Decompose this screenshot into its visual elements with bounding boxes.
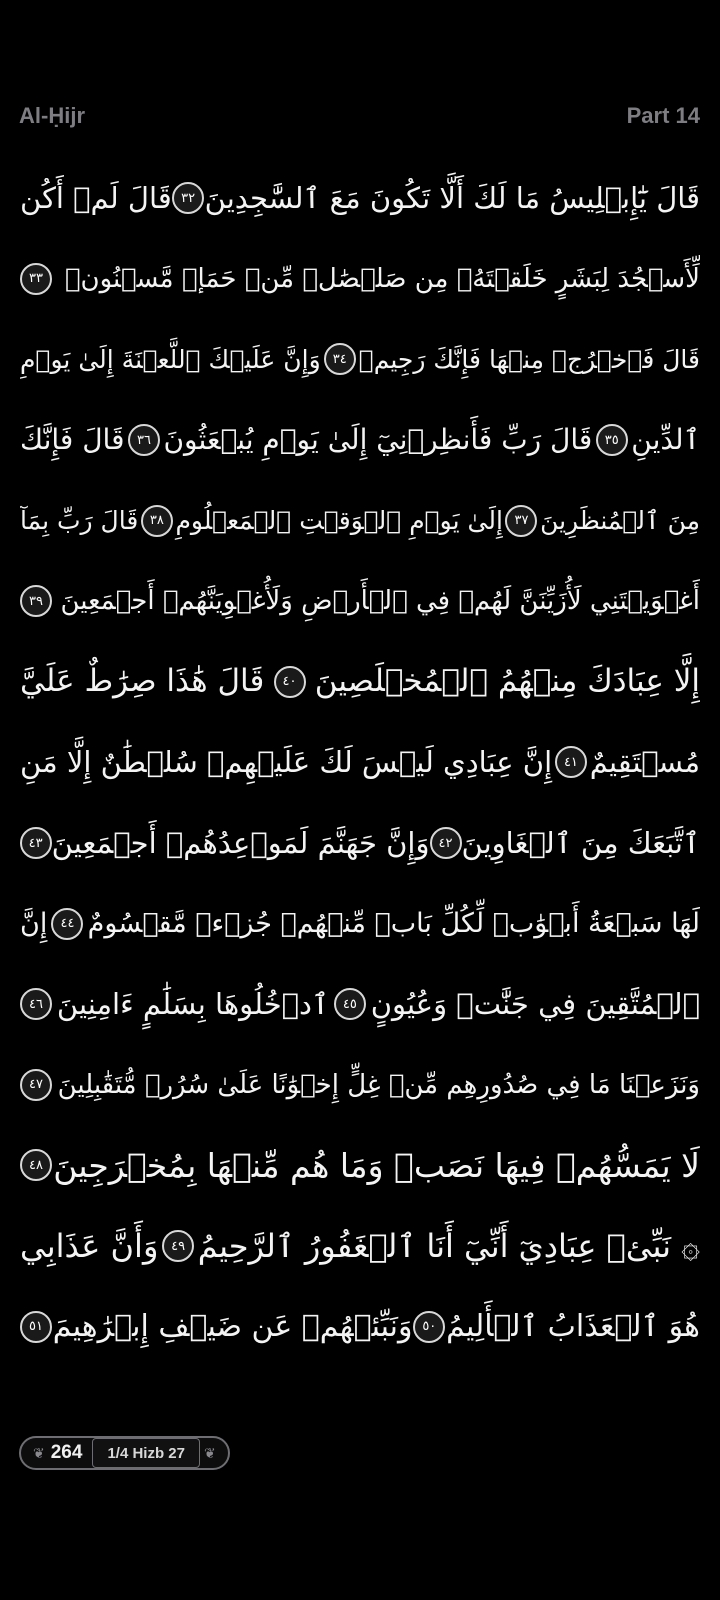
verse-text[interactable]: قَالَ يَٰٓإِبۡلِيسُ مَا لَكَ أَلَّا تَكُونَ مَعَ ٱلسَّٰجِدِينَ bbox=[204, 180, 700, 215]
verse-text[interactable]: قَالَ لَمۡ أَكُن bbox=[20, 180, 172, 215]
ayah-number-marker[interactable]: ٤٤ bbox=[51, 908, 83, 940]
verse-text[interactable]: أَغۡوَيۡتَنِي لَأُزَيِّنَنَّ لَهُمۡ فِي ٱلۡأَرۡضِ وَلَأُغۡوِيَنَّهُمۡ أَجۡمَعِينَ bbox=[60, 586, 700, 617]
ayah-number-marker[interactable]: ٣٥ bbox=[596, 424, 628, 456]
text-line[interactable] bbox=[20, 1206, 700, 1287]
verse-text[interactable]: ٱلدِّينِ bbox=[631, 423, 700, 457]
verse-text[interactable]: إِنَّ عِبَادِي لَيۡسَ لَكَ عَلَيۡهِمۡ سُلۡطَٰنٌ إِلَّا مَنِ bbox=[20, 744, 553, 779]
ayah-number-marker[interactable]: ٥٠ bbox=[413, 1311, 445, 1343]
verse-text[interactable]: إِنَّ bbox=[20, 908, 48, 940]
verse-text[interactable]: قَالَ رَبِّ فَأَنظِرۡنِيٓ إِلَىٰ يَوۡمِ يُبۡعَثُونَ bbox=[163, 423, 593, 457]
ayah-number-marker[interactable]: ٣٦ bbox=[128, 424, 160, 456]
verse-text[interactable]: وَإِنَّ جَهَنَّمَ لَمَوۡعِدُهُمۡ أَجۡمَعِينَ bbox=[51, 825, 430, 860]
surah-name: Al-Ḥijr bbox=[19, 103, 85, 128]
verse-text[interactable]: وَأَنَّ عَذَابِي bbox=[20, 1227, 159, 1266]
ornament-right-icon: ❦ bbox=[203, 1444, 216, 1461]
ayah-number-marker[interactable]: ٤٠ bbox=[274, 666, 306, 698]
ayah-number-marker[interactable]: ٤٣ bbox=[20, 827, 52, 859]
text-line[interactable] bbox=[20, 722, 700, 803]
page-footer bbox=[19, 1435, 230, 1471]
juz-part-label: Part 14 bbox=[626, 103, 700, 128]
verse-text[interactable]: إِلَىٰ يَوۡمِ ٱلۡوَقۡتِ ٱلۡمَعۡلُومِ bbox=[175, 506, 503, 536]
ayah-number-marker[interactable]: ٣٤ bbox=[324, 343, 356, 375]
verse-text[interactable]: قَالَ فَإِنَّكَ bbox=[20, 423, 125, 457]
text-line[interactable] bbox=[20, 239, 700, 320]
verse-text[interactable]: وَإِنَّ عَلَيۡكَ ٱللَّعۡنَةَ إِلَىٰ يَوۡمِ bbox=[20, 344, 321, 374]
text-line[interactable] bbox=[20, 1286, 700, 1367]
text-line[interactable] bbox=[20, 1045, 700, 1126]
ayah-number-marker[interactable]: ٤٥ bbox=[334, 988, 366, 1020]
text-line[interactable] bbox=[20, 480, 700, 561]
verse-text[interactable]: قَالَ رَبِّ بِمَآ bbox=[20, 506, 139, 536]
ayah-number-marker[interactable]: ٣٢ bbox=[172, 182, 204, 214]
ayah-number-marker[interactable]: ٤٧ bbox=[20, 1069, 52, 1101]
ayah-number-marker[interactable]: ٣٣ bbox=[20, 263, 52, 295]
ayah-number-marker[interactable]: ٥١ bbox=[20, 1311, 52, 1343]
page-header bbox=[19, 100, 700, 132]
ornament-left-icon: ❦ bbox=[33, 1444, 45, 1461]
verse-text[interactable]: إِلَّا عِبَادَكَ مِنۡهُمُ ٱلۡمُخۡلَصِينَ bbox=[314, 663, 700, 700]
verse-text[interactable]: وَنَزَعۡنَا مَا فِي صُدُورِهِم مِّنۡ غِلٍّ إِخۡوَٰنًا عَلَىٰ سُرُرٖ مُّتَقَٰبِلِينَ bbox=[57, 1069, 700, 1100]
verse-text[interactable]: لَهَا سَبۡعَةُ أَبۡوَٰبٖ لِّكُلِّ بَابٖ مِّنۡهُمۡ جُزۡءٞ مَّقۡسُومٌ bbox=[87, 908, 700, 940]
page-number-badge[interactable] bbox=[19, 1436, 230, 1470]
page-number: 264 bbox=[50, 1442, 83, 1463]
text-line[interactable] bbox=[20, 319, 700, 400]
mushaf-page-text[interactable] bbox=[20, 158, 700, 1367]
verse-text[interactable]: مُسۡتَقِيمٌ bbox=[589, 744, 700, 779]
verse-text[interactable]: ٱلۡمُتَّقِينَ فِي جَنَّٰتٖ وَعُيُونٍ bbox=[370, 986, 700, 1021]
verse-text[interactable]: لِّأَسۡجُدَ لِبَشَرٍ خَلَقۡتَهُۥ مِن صَلۡصَٰلٖ مِّنۡ حَمَإٖ مَّسۡنُونٖ bbox=[64, 263, 700, 294]
text-line[interactable] bbox=[20, 561, 700, 642]
text-line[interactable] bbox=[20, 964, 700, 1045]
verse-text[interactable]: هُوَ ٱلۡعَذَابُ ٱلۡأَلِيمُ bbox=[446, 1308, 700, 1344]
text-line[interactable] bbox=[20, 1125, 700, 1206]
ayah-number-marker[interactable]: ٣٨ bbox=[141, 505, 173, 537]
verse-text[interactable]: قَالَ فَٱخۡرُجۡ مِنۡهَا فَإِنَّكَ رَجِيمٞ bbox=[358, 344, 700, 374]
hizb-indicator: 1/4 Hizb 27 bbox=[92, 1438, 200, 1468]
text-line[interactable] bbox=[20, 158, 700, 239]
verse-text[interactable]: ۞ نَبِّئۡ عِبَادِيٓ أَنِّيٓ أَنَا ٱلۡغَفُورُ ٱلرَّحِيمُ bbox=[197, 1227, 700, 1266]
verse-text[interactable]: قَالَ هَٰذَا صِرَٰطٌ عَلَيَّ bbox=[20, 663, 265, 700]
verse-text[interactable]: ٱدۡخُلُوهَا بِسَلَٰمٍ ءَامِنِينَ bbox=[56, 986, 329, 1021]
verse-text[interactable]: ٱتَّبَعَكَ مِنَ ٱلۡغَاوِينَ bbox=[461, 825, 700, 860]
ayah-number-marker[interactable]: ٤٢ bbox=[430, 827, 462, 859]
ayah-number-marker[interactable]: ٤٦ bbox=[20, 988, 52, 1020]
verse-text[interactable]: وَنَبِّئۡهُمۡ عَن ضَيۡفِ إِبۡرَٰهِيمَ bbox=[52, 1308, 413, 1344]
ayah-number-marker[interactable]: ٤٨ bbox=[20, 1149, 52, 1181]
verse-text[interactable]: مِنَ ٱلۡمُنظَرِينَ bbox=[540, 506, 700, 536]
verse-text[interactable]: لَا يَمَسُّهُمۡ فِيهَا نَصَبٞ وَمَا هُم مِّنۡهَا بِمُخۡرَجِينَ bbox=[53, 1145, 700, 1185]
ayah-number-marker[interactable]: ٤١ bbox=[555, 746, 587, 778]
text-line[interactable] bbox=[20, 803, 700, 884]
ayah-number-marker[interactable]: ٤٩ bbox=[162, 1230, 194, 1262]
ayah-number-marker[interactable]: ٣٩ bbox=[20, 585, 52, 617]
ayah-number-marker[interactable]: ٣٧ bbox=[505, 505, 537, 537]
text-line[interactable] bbox=[20, 400, 700, 481]
text-line[interactable] bbox=[20, 883, 700, 964]
text-line[interactable] bbox=[20, 642, 700, 723]
